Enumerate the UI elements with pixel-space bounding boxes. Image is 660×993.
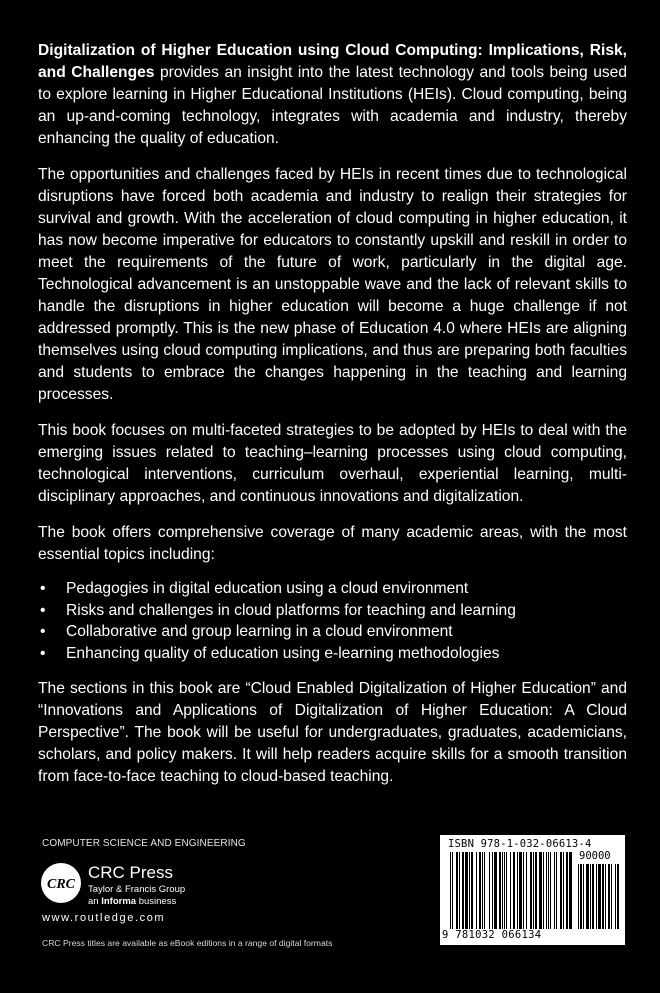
barcode-bar bbox=[450, 852, 451, 929]
barcode-bar bbox=[523, 852, 524, 929]
barcode-bar bbox=[566, 852, 568, 929]
barcode-bar bbox=[554, 852, 555, 929]
barcode-bar bbox=[456, 852, 458, 929]
list-item-text: Pedagogies in digital education using a cloud environment bbox=[66, 580, 469, 597]
subject-category: COMPUTER SCIENCE AND ENGINEERING bbox=[42, 838, 246, 849]
publisher-name: CRC Press bbox=[88, 863, 174, 882]
barcode-bar bbox=[452, 852, 453, 929]
barcode-bar bbox=[543, 852, 544, 929]
barcode-bar bbox=[539, 852, 542, 929]
intro-paragraph bbox=[38, 40, 627, 150]
barcode-bar bbox=[605, 864, 606, 929]
barcode-bar bbox=[533, 852, 534, 929]
list-item-text: Enhancing quality of education using e-learning methodologies bbox=[66, 644, 500, 662]
list-item-text: Risks and challenges in cloud platforms for teaching and learning bbox=[66, 601, 516, 619]
paragraph-coverage: The book offers comprehensive coverage of many academic areas, with the most essential topics including: bbox=[38, 524, 627, 563]
barcode-bar bbox=[569, 852, 572, 929]
barcode-bar bbox=[465, 852, 468, 929]
tagline-suffix: business bbox=[136, 896, 177, 907]
list-item bbox=[38, 643, 627, 665]
bullet-icon: • bbox=[40, 601, 46, 619]
barcode-block bbox=[440, 835, 625, 945]
list-item bbox=[38, 621, 627, 643]
price-code: 90000 bbox=[579, 850, 611, 862]
barcode-bar bbox=[462, 852, 464, 929]
book-title: Digitalization of Higher Education using Cloud Computing: Implications, Risk, and Challenges bbox=[38, 42, 627, 81]
barcode-bar bbox=[590, 864, 591, 929]
tagline-prefix: an bbox=[88, 896, 102, 907]
barcode-bar bbox=[580, 864, 582, 929]
barcode-bar bbox=[598, 864, 601, 929]
publisher-website: www.routledge.com bbox=[42, 912, 166, 924]
barcode-bar bbox=[494, 852, 497, 929]
barcode-bar bbox=[560, 852, 562, 929]
paragraph-sections: The sections in this book are “Cloud Enabled Digitalization of Higher Education” and “Innovations and Applications of Digitalization of Higher Education: A Cloud Perspective”. The book will be useful for undergraduates, graduates, academicians, scholars, and policy makers. It will help readers acquire skills for a smooth transition from face-to-face teaching to cloud-based teaching. bbox=[38, 680, 627, 785]
intro-text: provides an insight into the latest technology and tools being used to explore learning in Higher Educational Institutions (HEIs). Cloud computing, being an up-and-coming technology, integrates with academia and industry, thereby enhancing the quality of education. bbox=[38, 64, 628, 147]
barcode-bar bbox=[479, 852, 481, 929]
barcode-bar bbox=[469, 852, 470, 929]
crc-press-logo-icon bbox=[40, 862, 82, 904]
barcode-bar bbox=[556, 852, 557, 929]
barcode-bar bbox=[504, 852, 505, 929]
barcode-bar bbox=[519, 852, 522, 929]
barcode-bar bbox=[513, 852, 515, 929]
barcode-bar bbox=[471, 852, 473, 929]
barcode-bar bbox=[617, 864, 619, 929]
logo-text: CRC bbox=[46, 877, 76, 892]
barcode-bar bbox=[563, 852, 564, 929]
ebook-note: CRC Press titles are available as eBook editions in a range of digital formats bbox=[42, 938, 333, 948]
barcode-bar bbox=[596, 864, 597, 929]
list-item bbox=[38, 578, 627, 600]
barcode-bar bbox=[615, 864, 616, 929]
barcode-bar bbox=[526, 852, 527, 929]
barcode-bar bbox=[502, 852, 503, 929]
isbn-label: ISBN 978-1-032-06613-4 bbox=[448, 838, 592, 850]
barcode-bar bbox=[506, 852, 507, 929]
barcode-bar bbox=[608, 864, 610, 929]
barcode-bar bbox=[546, 852, 547, 929]
barcode-bar bbox=[578, 864, 579, 929]
barcode-bar bbox=[530, 852, 532, 929]
barcode-bar bbox=[510, 852, 511, 929]
barcode-bar bbox=[611, 864, 612, 929]
paragraph-focus: This book focuses on multi-faceted strategies to be adopted by HEIs to deal with the emerging issues related to teaching–learning processes using cloud computing, technological interventions, curriculum overhaul, experiential learning, multi-disciplinary approaches, and continuous innovations and digitalization. bbox=[38, 422, 627, 505]
barcode-bar bbox=[482, 852, 483, 929]
list-item bbox=[38, 600, 627, 622]
price-barcode-icon bbox=[578, 864, 620, 929]
barcode-bar bbox=[602, 864, 604, 929]
barcode-bar bbox=[517, 852, 518, 929]
back-cover-blurb bbox=[38, 40, 627, 802]
barcode-bar bbox=[583, 864, 584, 929]
publisher-group: Taylor & Francis Group bbox=[88, 884, 186, 895]
tagline-bold: Informa bbox=[101, 896, 137, 907]
barcode-digits: 9 781032 066134 bbox=[442, 929, 542, 941]
bullet-icon: • bbox=[40, 623, 46, 640]
paragraph-opportunities: The opportunities and challenges faced by HEIs in recent times due to technological disruptions have forced both academia and industry to realign their strategies for survival and growth. With the acceleration of cloud computing in higher education, it has now become imperative for educators to constantly upskill and reskill in order to meet the requirements of the future of work, particularly in the digital age. Technological advancement is an unstoppable wave and the lack of relevant skills to handle the disruptions in higher education will become a huge challenge if not addressed promptly. This is the new phase of Education 4.0 where HEIs are aligning themselves using cloud computing implications, and thus are preparing both faculties and students to embrace the changes happening in the teaching and learning processes. bbox=[38, 166, 627, 403]
barcode-bar bbox=[592, 864, 594, 929]
barcode-bar bbox=[548, 852, 549, 929]
barcode-bar bbox=[484, 852, 485, 929]
barcode-bar bbox=[586, 864, 589, 929]
isbn-barcode-icon bbox=[450, 852, 572, 929]
barcode-bar bbox=[499, 852, 501, 929]
bullet-icon: • bbox=[40, 644, 46, 662]
barcode-bar bbox=[492, 852, 493, 929]
barcode-bar bbox=[476, 852, 477, 929]
topics-list bbox=[38, 578, 627, 664]
barcode-bar bbox=[459, 852, 460, 929]
publisher-tagline bbox=[88, 896, 176, 908]
barcode-bar bbox=[489, 852, 490, 929]
barcode-bar bbox=[550, 852, 551, 929]
bullet-icon: • bbox=[40, 580, 46, 597]
list-item-text: Collaborative and group learning in a cloud environment bbox=[66, 623, 453, 640]
barcode-bar bbox=[535, 852, 537, 929]
